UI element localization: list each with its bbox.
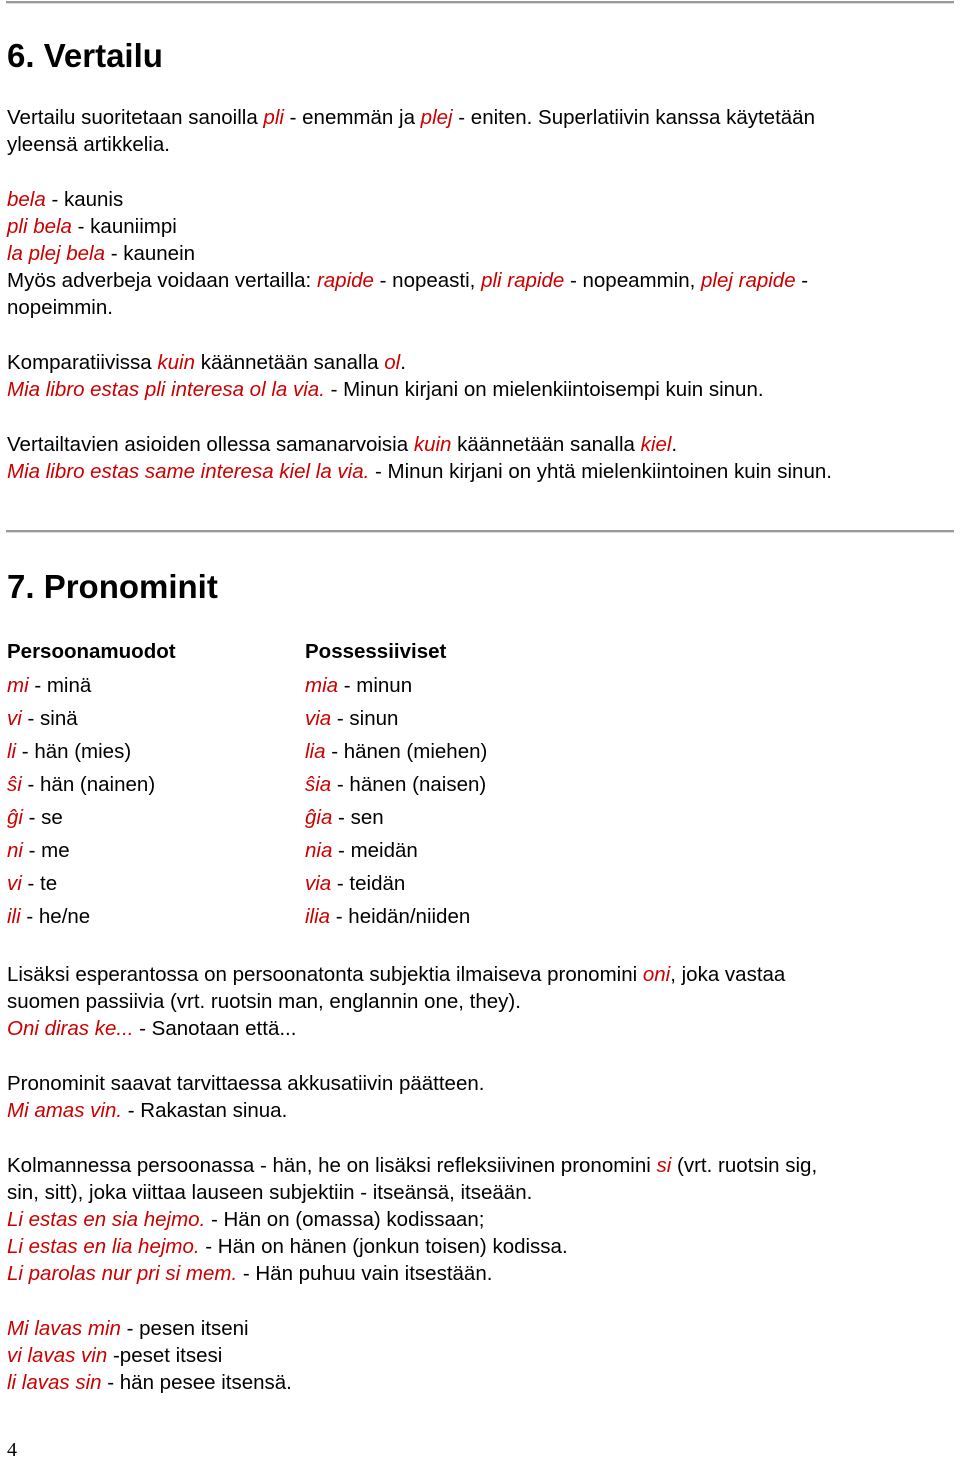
esperanto-term: Mi amas vin.	[7, 1099, 123, 1122]
finnish-text: - hänen (naisen)	[331, 773, 487, 796]
finnish-text: nopeimmin.	[7, 296, 113, 319]
finnish-text: suomen passiivia (vrt. ruotsin man, englannin one, they).	[7, 990, 521, 1013]
finnish-text: - sinä	[21, 707, 78, 730]
esperanto-term: Oni diras ke...	[7, 1017, 134, 1040]
esperanto-term: Li parolas nur pri si mem.	[7, 1262, 238, 1285]
esperanto-term: kuin	[413, 433, 452, 456]
finnish-text: Lisäksi esperantossa on persoonatonta subjektia ilmaiseva pronomini	[7, 963, 643, 986]
finnish-text: Vertailtavien asioiden ollessa samanarvoisia	[7, 433, 414, 456]
pronoun-item	[7, 705, 78, 732]
esperanto-term: Mi lavas min	[7, 1317, 121, 1340]
finnish-text: - minun	[338, 674, 413, 697]
pronoun-item	[7, 837, 70, 864]
esperanto-term: pli	[263, 106, 284, 129]
pronoun-item	[7, 903, 90, 930]
finnish-text: - te	[21, 872, 58, 895]
finnish-text: - hän pesee itsensä.	[101, 1371, 292, 1394]
esperanto-term: Li estas en sia hejmo.	[7, 1208, 206, 1231]
esperanto-term: Mia libro estas same interesa kiel la via.	[7, 460, 370, 483]
section-7-heading: 7. Pronominit	[7, 568, 218, 605]
esperanto-term: pli bela	[7, 215, 72, 238]
page-number: 4	[7, 1439, 17, 1461]
esperanto-term: vi lavas vin	[7, 1344, 108, 1367]
finnish-text: -	[795, 269, 809, 292]
finnish-text: - heidän/niiden	[330, 905, 471, 928]
finnish-text: Komparatiivissa	[7, 351, 158, 374]
esperanto-term: ni	[7, 839, 23, 862]
finnish-text: .	[400, 351, 406, 374]
finnish-text: - hän (mies)	[16, 740, 132, 763]
possessive-item	[305, 837, 418, 864]
finnish-text: sin, sitt), joka viittaa lauseen subjektiin - itseänsä, itseään.	[7, 1181, 533, 1204]
esperanto-term: Li estas en lia hejmo.	[7, 1235, 200, 1258]
finnish-text: - Hän on (omassa) kodissaan;	[205, 1208, 485, 1231]
esperanto-term: li lavas sin	[7, 1371, 102, 1394]
finnish-text: - Sanotaan että...	[133, 1017, 297, 1040]
esperanto-term: plej rapide	[701, 269, 796, 292]
esperanto-term: mia	[305, 674, 339, 697]
finnish-text: - hänen (miehen)	[325, 740, 488, 763]
esperanto-term: via	[305, 872, 332, 895]
text-line	[7, 1097, 287, 1124]
esperanto-term: plej	[420, 106, 453, 129]
text-line	[7, 1342, 222, 1369]
esperanto-term: ĝi	[7, 806, 23, 829]
esperanto-term: ilia	[305, 905, 331, 928]
finnish-text: Pronominit saavat tarvittaessa akkusatiivin päätteen.	[7, 1072, 485, 1095]
finnish-text: - Rakastan sinua.	[122, 1099, 288, 1122]
finnish-text: - nopeammin,	[564, 269, 702, 292]
section-divider	[6, 530, 954, 533]
esperanto-term: pli rapide	[481, 269, 565, 292]
text-line	[7, 349, 406, 376]
text-line	[7, 240, 195, 267]
text-line	[7, 1015, 296, 1042]
finnish-text: -peset itsesi	[107, 1344, 223, 1367]
finnish-text: - sinun	[331, 707, 399, 730]
esperanto-term: ŝi	[7, 773, 22, 796]
esperanto-term: vi	[7, 707, 22, 730]
finnish-text: .	[671, 433, 678, 456]
text-line	[7, 988, 521, 1015]
text-line	[7, 186, 123, 213]
pronoun-item	[7, 672, 91, 699]
finnish-text: - se	[22, 806, 63, 829]
esperanto-term: nia	[305, 839, 333, 862]
esperanto-term: kiel	[640, 433, 672, 456]
finnish-text: - hän (nainen)	[21, 773, 156, 796]
finnish-text: - Hän on hänen (jonkun toisen) kodissa.	[199, 1235, 568, 1258]
esperanto-term: via	[305, 707, 332, 730]
possessive-item	[305, 771, 486, 798]
finnish-text: - Minun kirjani on mielenkiintoisempi kuin sinun.	[324, 378, 764, 401]
finnish-text: - meidän	[332, 839, 418, 862]
pronoun-item	[7, 738, 131, 765]
text-line	[7, 131, 170, 158]
finnish-text: - sen	[332, 806, 384, 829]
possessive-item	[305, 903, 470, 930]
esperanto-term: ĝia	[305, 806, 333, 829]
finnish-text: - eniten. Superlatiivin kanssa käytetään	[452, 106, 815, 129]
finnish-text: - pesen itseni	[120, 1317, 249, 1340]
text-line	[7, 376, 764, 403]
possessive-item	[305, 738, 487, 765]
finnish-text: - kauniimpi	[71, 215, 177, 238]
finnish-text: - Hän puhuu vain itsestään.	[237, 1262, 493, 1285]
possessive-item	[305, 804, 384, 831]
pronoun-item	[7, 870, 57, 897]
text-line	[7, 1233, 568, 1260]
esperanto-term: li	[7, 740, 17, 763]
finnish-text: (vrt. ruotsin sig,	[671, 1154, 818, 1177]
text-line	[7, 458, 832, 485]
text-line	[7, 104, 815, 131]
esperanto-term: bela	[7, 188, 46, 211]
esperanto-term: ol	[384, 351, 401, 374]
finnish-text: - teidän	[331, 872, 406, 895]
pronoun-item	[7, 804, 63, 831]
text-line	[7, 1206, 484, 1233]
finnish-text: käännetään sanalla	[451, 433, 641, 456]
section-6-heading: 6. Vertailu	[7, 37, 163, 74]
finnish-text: - enemmän ja	[283, 106, 421, 129]
esperanto-term: oni	[642, 963, 671, 986]
esperanto-term: rapide	[316, 269, 374, 292]
esperanto-term: kuin	[157, 351, 195, 374]
finnish-text: - minä	[28, 674, 92, 697]
finnish-text: Kolmannessa persoonassa - hän, he on lisäksi refleksiivinen pronomini	[7, 1154, 657, 1177]
finnish-text: käännetään sanalla	[195, 351, 385, 374]
text-line	[7, 1070, 484, 1097]
esperanto-term: ili	[7, 905, 21, 928]
top-rule	[6, 1, 954, 4]
pronoun-item	[7, 771, 155, 798]
esperanto-term: Mia libro estas pli interesa ol la via.	[7, 378, 325, 401]
text-line	[7, 1179, 532, 1206]
column-header-possessive: Possessiiviset	[305, 640, 447, 663]
finnish-text: - kaunis	[45, 188, 124, 211]
finnish-text: - me	[22, 839, 70, 862]
finnish-text: - kaunein	[105, 242, 196, 265]
finnish-text: yleensä artikkelia.	[7, 133, 170, 156]
text-line	[7, 961, 785, 988]
esperanto-term: lia	[305, 740, 326, 763]
finnish-text: Myös adverbeja voidaan vertailla:	[7, 269, 317, 292]
esperanto-term: vi	[7, 872, 22, 895]
column-header-personal: Persoonamuodot	[7, 640, 176, 663]
finnish-text: - nopeasti,	[373, 269, 482, 292]
finnish-text: - he/ne	[20, 905, 91, 928]
esperanto-term: mi	[7, 674, 29, 697]
text-line	[7, 431, 677, 458]
text-line	[7, 213, 177, 240]
text-line	[7, 267, 808, 294]
finnish-text: Vertailu suoritetaan sanoilla	[7, 106, 264, 129]
possessive-item	[305, 870, 405, 897]
possessive-item	[305, 705, 398, 732]
esperanto-term: si	[656, 1154, 672, 1177]
finnish-text: , joka vastaa	[670, 963, 786, 986]
esperanto-term: ŝia	[305, 773, 332, 796]
text-line	[7, 1260, 492, 1287]
possessive-item	[305, 672, 412, 699]
text-line	[7, 1369, 292, 1396]
text-line	[7, 1315, 249, 1342]
text-line	[7, 1152, 817, 1179]
esperanto-term: la plej bela	[7, 242, 106, 265]
finnish-text: - Minun kirjani on yhtä mielenkiintoinen kuin sinun.	[369, 460, 832, 483]
text-line	[7, 294, 113, 321]
